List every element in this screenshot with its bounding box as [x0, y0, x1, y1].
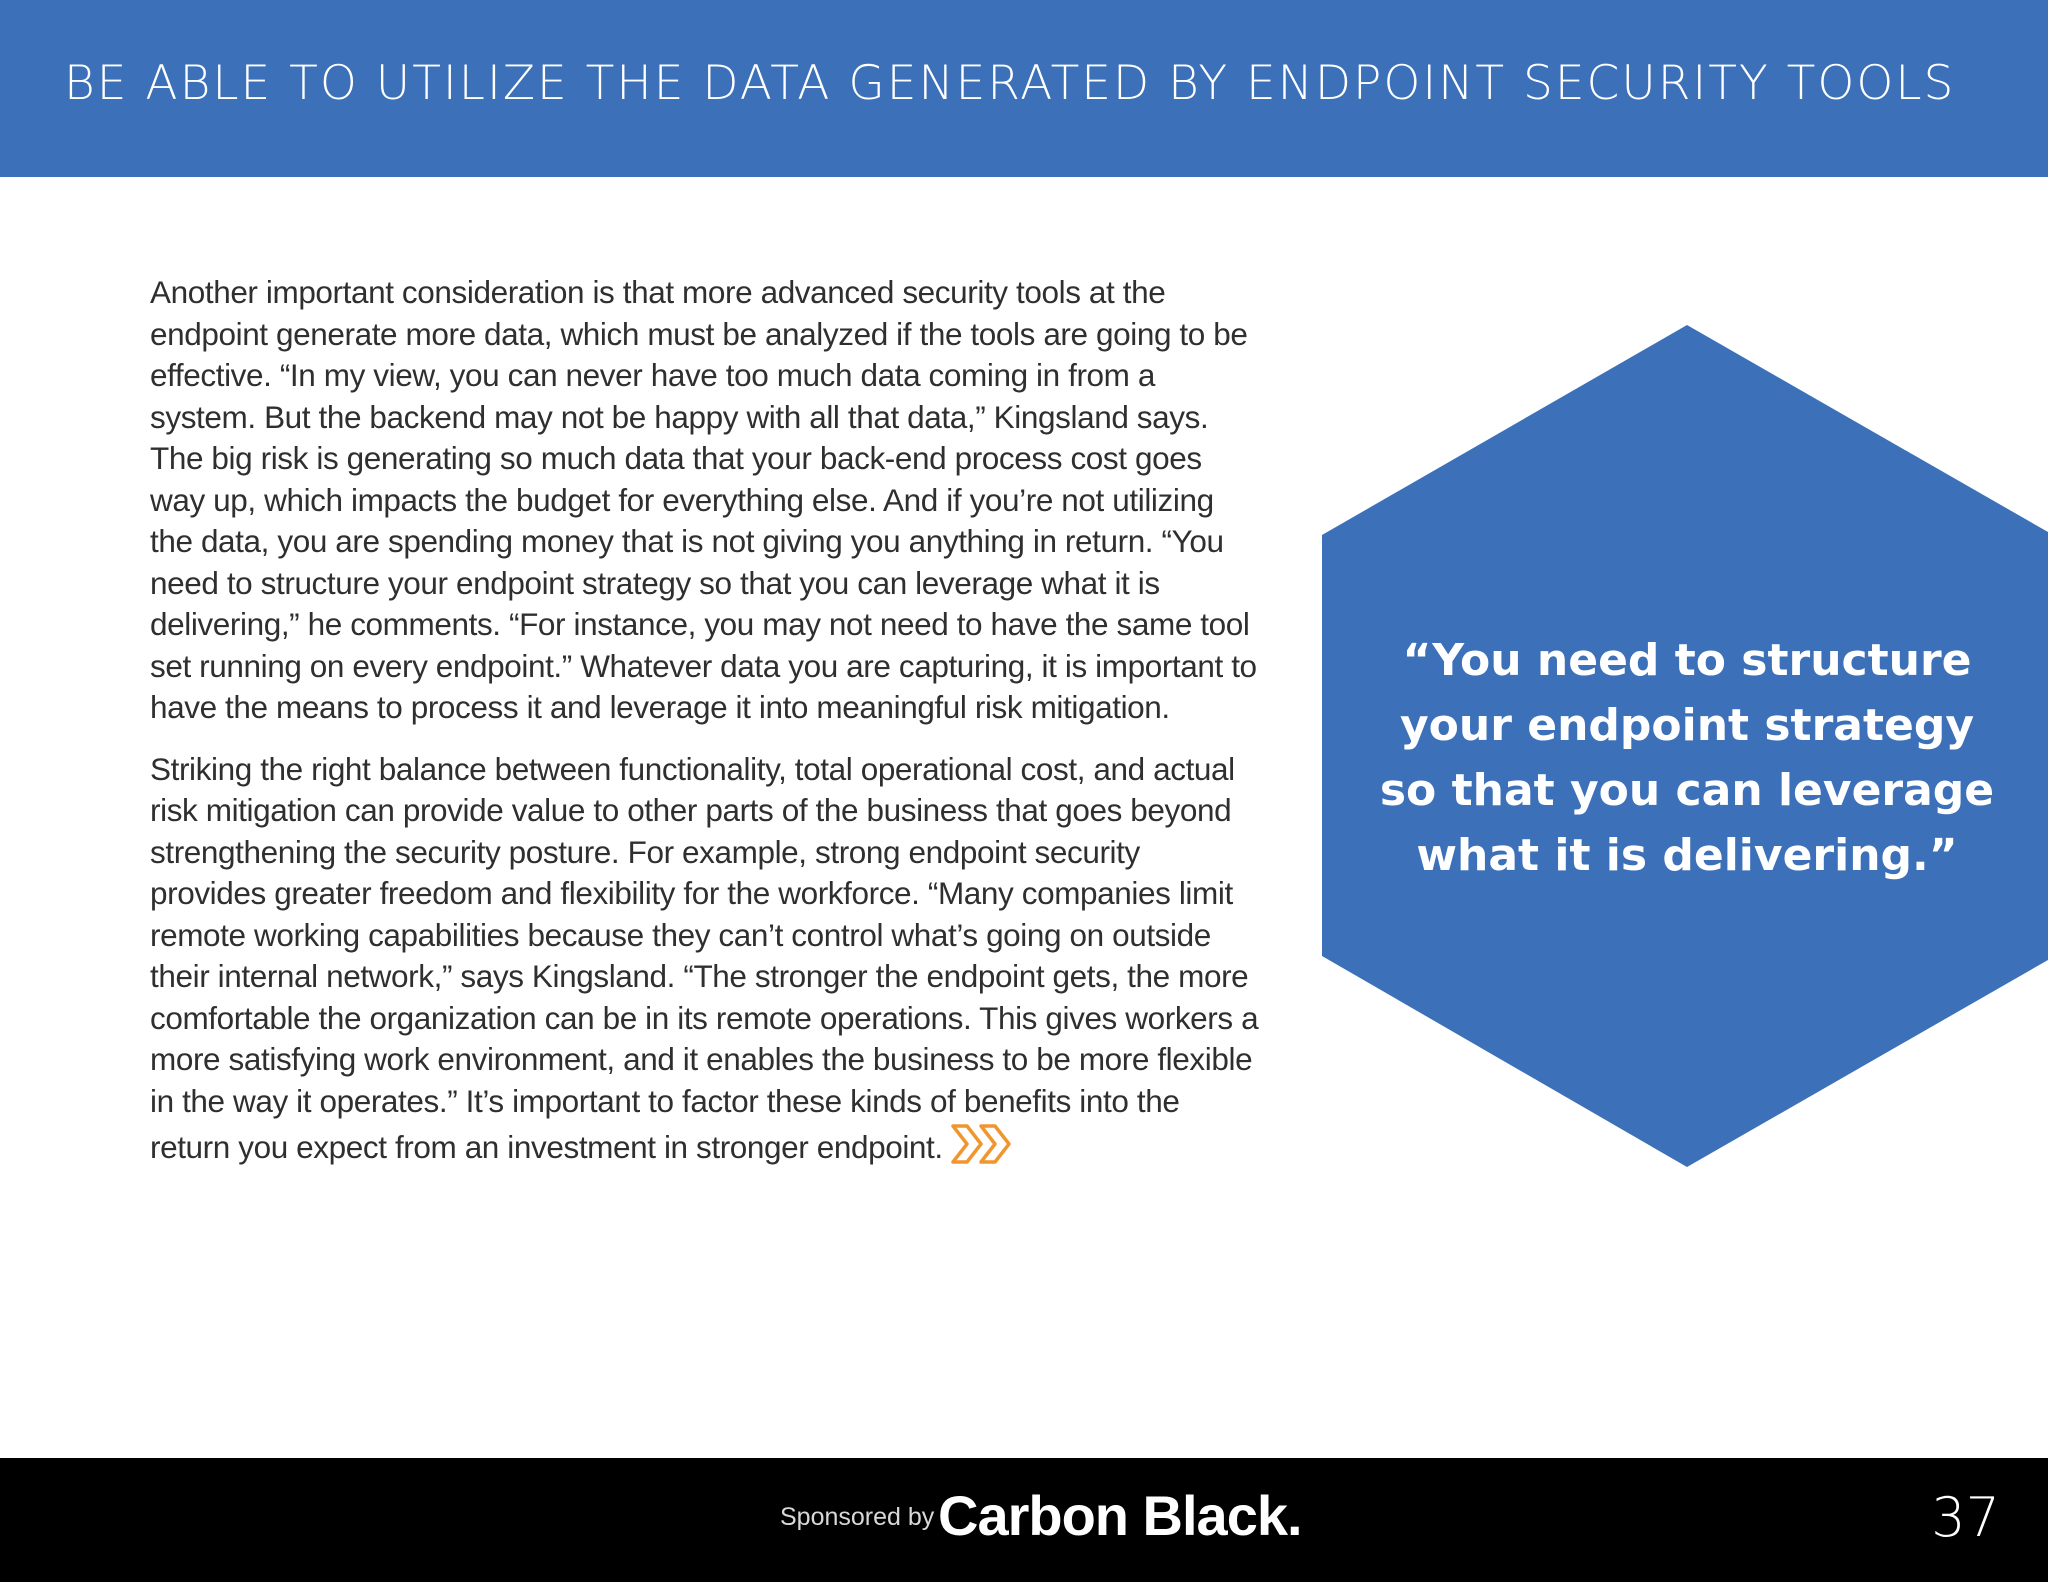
double-chevron-right-icon [951, 1122, 1013, 1166]
article-paragraph-2 [150, 749, 1260, 1169]
page-title: BE ABLE TO UTILIZE THE DATA GENERATED BY ENDPOINT SECURITY TOOLS [64, 56, 1956, 111]
sponsor-logo: Carbon Black. [938, 1484, 1302, 1547]
page-number: 37 [1931, 1486, 2000, 1549]
article-paragraph-1: Another important consideration is that more advanced security tools at the endpoint generate more data, which must be analyzed if the tools are going to be effective. “In my view, you can never have too much data coming in from a system. But the backend may not be happy with all that data,” Kingsland says. The big risk is generating so much data that your back-end process cost goes way up, which impacts the budget for everything else. And if you’re not utilizing the data, you are spending money that is not giving you anything in return. “You need to structure your endpoint strategy so that you can leverage what it is delivering,” he comments. “For instance, you may not need to have the same tool set running on every endpoint.” Whatever data you are capturing, it is important to have the means to process it and leverage it into meaningful risk mitigation. [150, 274, 1257, 725]
article-paragraph-2-text: Striking the right balance between functionality, total operational cost, and actual risk mitigation can provide value to other parts of the business that goes beyond strengthening the security posture. For example, strong endpoint security provides greater freedom and flexibility for the workforce. “Many companies limit remote working capabilities because they can’t control what’s going on outside their internal network,” says Kingsland. “The stronger the endpoint gets, the more comfortable the organization can be in its remote operations. This gives workers a more satisfying work environment, and it enables the business to be more flexible in the way it operates.” It’s important to factor these kinds of benefits into the return you expect from an investment in stronger endpoint. [150, 750, 1259, 1165]
page-header [0, 0, 2048, 177]
sponsored-label: Sponsored by [780, 1503, 935, 1531]
article-body [150, 272, 1260, 1169]
pull-quote: “You need to structure your endpoint strategy so that you can leverage what it is delivering.” [1379, 635, 1995, 881]
